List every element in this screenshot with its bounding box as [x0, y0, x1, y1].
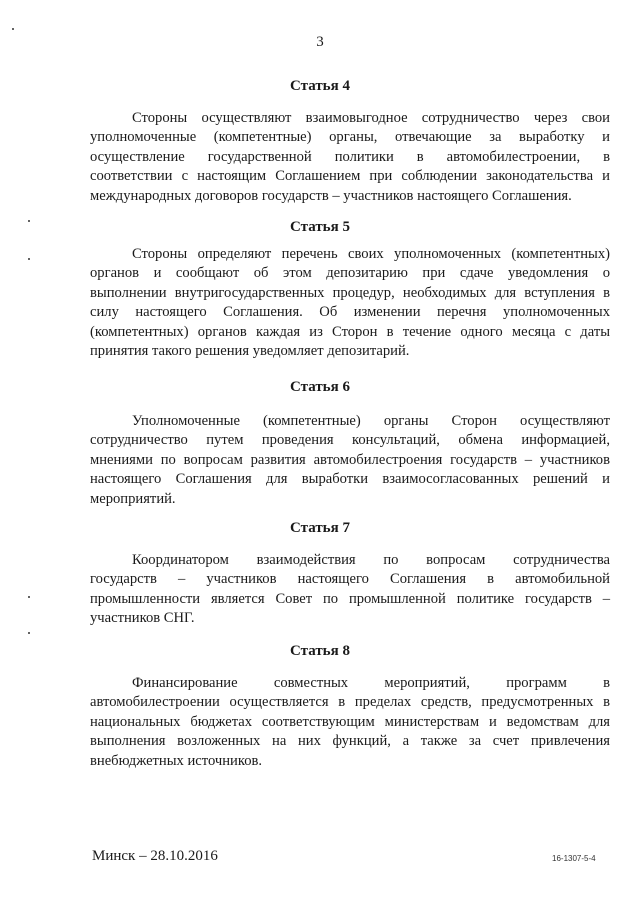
text-line: соответствии с настоящим Соглашением при соблюдении законодательства и [90, 168, 610, 185]
text-line: участников СНГ. [90, 610, 195, 627]
text-line: уполномоченные (компетентные) органы, отвечающие за выработку и [90, 129, 610, 146]
text-line: Координатором взаимодействия по вопросам сотрудничества [132, 552, 610, 568]
text-line: международных договоров государств – участников настоящего Соглашения. [90, 187, 572, 204]
article-8-heading: Статья 8 [290, 643, 350, 659]
text-line: органов и сообщают об этом депозитарию при сдаче уведомления о [90, 265, 610, 282]
scan-mark [12, 28, 14, 30]
text-line: Стороны определяют перечень своих уполномоченных (компетентных) [132, 246, 610, 262]
scan-mark [28, 632, 30, 634]
scan-mark [28, 258, 30, 260]
article-7-heading: Статья 7 [290, 520, 350, 536]
text-line: силу настоящего Соглашения. Об изменении перечня уполномоченных [90, 304, 610, 321]
article-6-text [90, 412, 610, 509]
text-line: принятия такого решения уведомляет депозитарий. [90, 342, 410, 359]
text-line: Уполномоченные (компетентные) органы Сторон осуществляют [132, 413, 610, 429]
scan-mark [28, 220, 30, 222]
text-line: Стороны осуществляют взаимовыгодное сотрудничество через свои [132, 110, 610, 126]
text-line: национальных бюджетах соответствующим министерствам и ведомствам для [90, 713, 610, 730]
text-line: государств – участников настоящего Соглашения в автомобильной [90, 571, 610, 588]
text-line: настоящего Соглашения для выработки взаимосогласованных решений и [90, 471, 610, 488]
text-line: выполнения возложенных на них функций, а также за счет привлечения [90, 733, 610, 750]
text-line: автомобилестроении осуществляется в пределах средств, предусмотренных в [90, 694, 610, 711]
text-line: сотрудничество путем проведения консультаций, обмена информацией, [90, 432, 610, 449]
article-6-heading: Статья 6 [290, 379, 350, 395]
text-line: выполнении внутригосударственных процедур, необходимых для вступления в [90, 284, 610, 301]
article-5-heading: Статья 5 [290, 219, 350, 235]
text-line: мнениями по вопросам развития автомобилестроения государств – участников [90, 451, 610, 468]
text-line: (компетентных) органов каждая из Сторон в течение одного месяца с даты [90, 323, 610, 340]
article-7-text [90, 551, 610, 629]
text-line: осуществление государственной политики в автомобилестроении, в [90, 148, 610, 165]
text-line: внебюджетных источников. [90, 752, 263, 769]
scan-mark [28, 596, 30, 598]
text-line: мероприятий. [90, 490, 176, 507]
text-line: промышленности является Совет по промышленной политике государств – [90, 590, 610, 607]
text-line: Финансирование совместных мероприятий, программ в [132, 675, 610, 691]
article-5-text [90, 245, 610, 361]
article-4-heading: Статья 4 [290, 78, 350, 94]
footer-place-date: Минск – 28.10.2016 [92, 848, 218, 864]
article-4-text [90, 109, 610, 206]
article-8-text [90, 674, 610, 771]
page-number: 3 [316, 34, 324, 50]
footer-doc-code: 16-1307-5-4 [552, 854, 596, 863]
